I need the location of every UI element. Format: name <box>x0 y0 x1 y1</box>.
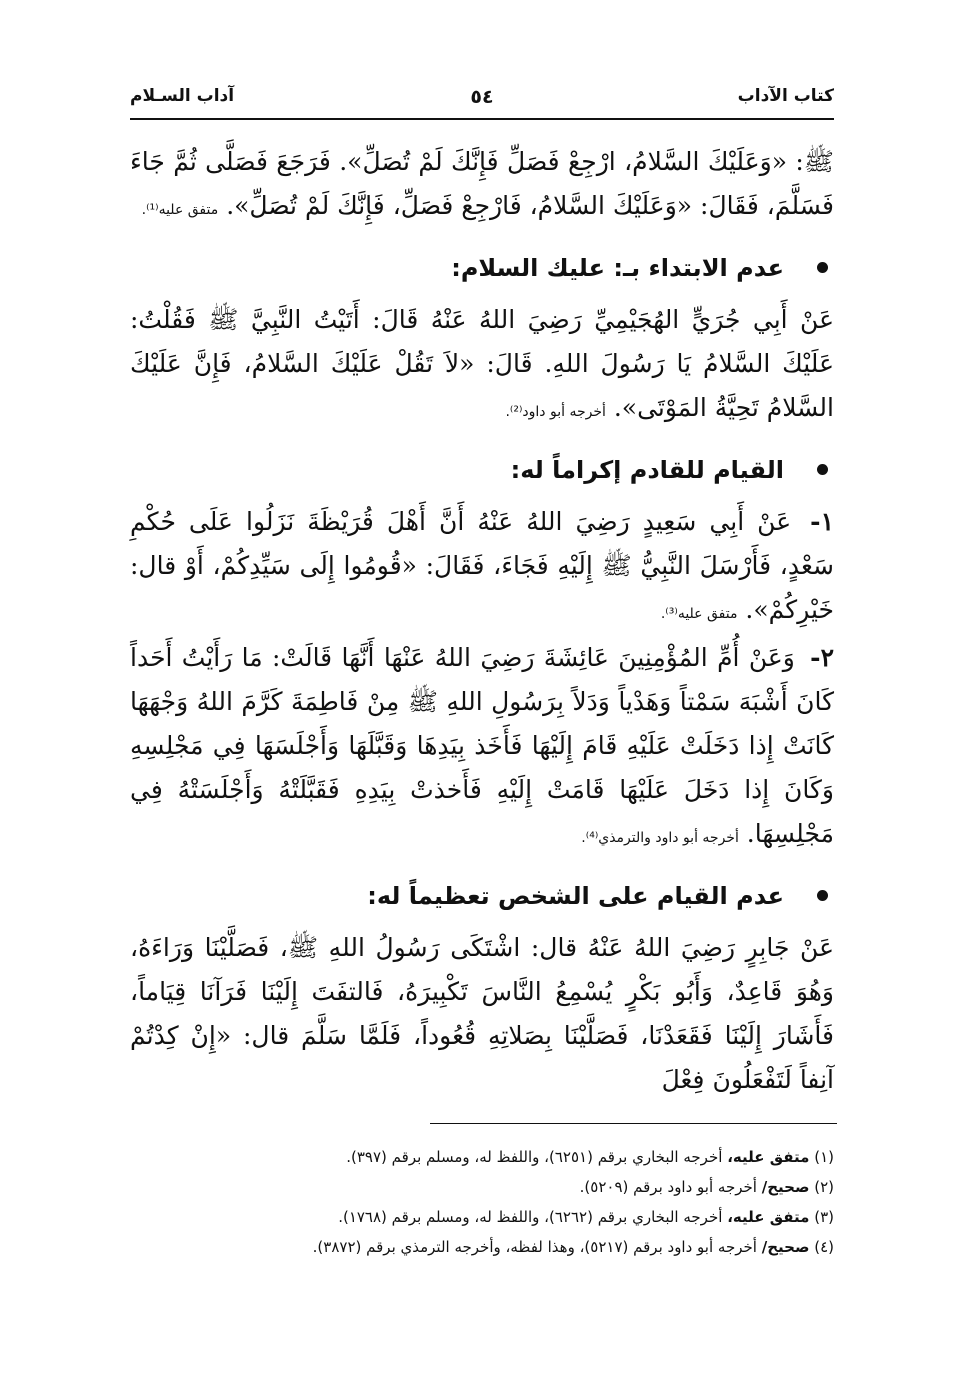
intro-text: ﷺ: «وَعَلَيْكَ السَّلامُ، ارْجِعْ فَصَلِّ فَإِنَّكَ لَمْ تُصَلِّ». فَرَجَعَ فَصَلَّى ثُمَّ جَاءَ فَسَلَّمَ، فَقَالَ: «وَعَلَيْكَ السَّلامُ، فَارْجِعْ فَصَلِّ، فَإِنَّكَ لَمْ تُصَلِّ». <box>130 147 834 220</box>
running-header <box>130 86 834 116</box>
header-rule <box>130 118 834 120</box>
section-3-paragraph <box>130 926 834 1102</box>
page-number: ٥٤ <box>470 86 494 108</box>
footnote-4: (٤) صحيح/ أخرجه أبو داود برقم (٥٢١٧)، وهذا لفظه، وأخرجه الترمذي برقم (٣٨٧٢). <box>312 1238 834 1256</box>
bullet-icon <box>817 890 828 901</box>
section-3-text: عَنْ جَابِرٍ رَضِيَ اللهُ عَنْهُ قال: اشْتَكَى رَسُولُ اللهِ ﷺ، فَصَلَّيْنَا وَرَاءَهُ، وَهُوَ قَاعِدٌ، وَأَبُو بَكْرٍ يُسْمِعُ النَّاسَ تَكْبِيرَهُ، فَالتفَتَ إِلَيْنَا فَرَآنَا قِيَاماً، فَأَشَارَ إِلَيْنَا فَقَعَدْنَا، فَصَلَّيْنَا بِصَلاتِهِ قُعُوداً، فَلَمَّا سَلَّمَ قال: «إِنْ كِدْتُمْ آنِفاً لَتَفْعَلُونَ فِعْلَ <box>130 933 834 1094</box>
hadith-item-1 <box>130 500 834 636</box>
section-heading-2: القيام للقادم إكراماً له: <box>130 448 834 492</box>
hadith-item-2 <box>130 636 834 860</box>
intro-paragraph <box>130 140 834 232</box>
hadith-note: متفق عليه⁽³⁾. <box>660 606 738 622</box>
item-number: ٢- <box>810 643 834 672</box>
section-heading-3: عدم القيام على الشخص تعظيماً له: <box>130 874 834 918</box>
footnote-2: (٢) صحيح/ أخرجه أبو داود برقم (٥٢٠٩). <box>579 1178 834 1196</box>
footnote-1: (١) متفق عليه، أخرجه البخاري برقم (٦٢٥١)، واللفظ له، ومسلم برقم (٣٩٧). <box>346 1148 834 1166</box>
footnote-3: (٣) متفق عليه، أخرجه البخاري برقم (٦٢٦٢)، واللفظ له، ومسلم برقم (١٧٦٨). <box>338 1208 834 1226</box>
hadith-note: أخرجه أبو داود والترمذي⁽⁴⁾. <box>581 830 739 846</box>
hadith-text: وَعَنْ أُمِّ المُؤْمِنِينَ عَائِشَةَ رَضِيَ اللهُ عَنْهَا أَنَّهَا قَالَتْ: مَا رَأَيْتُ أَحَداً كَانَ أَشْبَهَ سَمْتاً وَهَدْياً وَدَلاً بِرَسُولِ اللهِ ﷺ مِنْ فَاطِمَةَ كَرَّمَ اللهُ وَجْهَهَا كَانَتْ إِذا دَخَلَتْ عَلَيْهِ قَامَ إِلَيْهَا فَأَخَذ بِيَدِهَا وَقَبَّلَهَا وَأَجْلَسَهَا فِي مَجْلِسِهِ وَكَانَ إِذا دَخَلَ عَلَيْهَا قَامَتْ إِلَيْهِ فَأَخذتْ بِيَدِهِ فَقَبَّلَتْهُ وَأَجْلَسَتْهُ فِي مَجْلِسِهَا. <box>130 643 834 848</box>
footnote-separator <box>430 1123 837 1124</box>
bullet-icon <box>817 464 828 475</box>
footnotes <box>130 1142 834 1262</box>
bullet-icon <box>817 262 828 273</box>
intro-note: متفق عليه⁽¹⁾. <box>141 202 219 218</box>
hadith-text: عَنْ أَبِي سَعِيدٍ رَضِيَ اللهُ عَنْهُ أَنَّ أَهْلَ قُرَيْظَةَ نَزَلُوا عَلَى حُكْمِ سَعْدٍ، فَأَرْسَلَ النَّبِيُّ ﷺ إِلَيْهِ فَجَاءَ، فَقَالَ: «قُومُوا إِلَى سَيِّدِكُمْ، أَوْ قال: خَيْرِكُمْ». <box>130 507 834 624</box>
section-1-note: أخرجه أبو داود⁽²⁾. <box>505 404 606 420</box>
book-title: كتاب الآداب <box>737 86 834 106</box>
main-text <box>130 140 834 1102</box>
chapter-title: آداب السـلام <box>130 86 235 106</box>
section-1-text: عَنْ أَبِي جُرَيٍّ الهُجَيْمِيِّ رَضِيَ اللهُ عَنْهُ قَالَ: أَتَيْتُ النَّبِيَّ ﷺ فَقُلْتُ: عَلَيْكَ السَّلامُ يَا رَسُولَ اللهِ. قَالَ: «لاَ تَقُلْ عَلَيْكَ السَّلامُ، فَإِنَّ عَلَيْكَ السَّلامُ تَحِيَّةُ المَوْتَى». <box>130 305 834 422</box>
item-number: ١- <box>810 507 834 536</box>
section-heading-1: عدم الابتداء بـ: عليك السلام: <box>130 246 834 290</box>
section-1-paragraph <box>130 298 834 434</box>
